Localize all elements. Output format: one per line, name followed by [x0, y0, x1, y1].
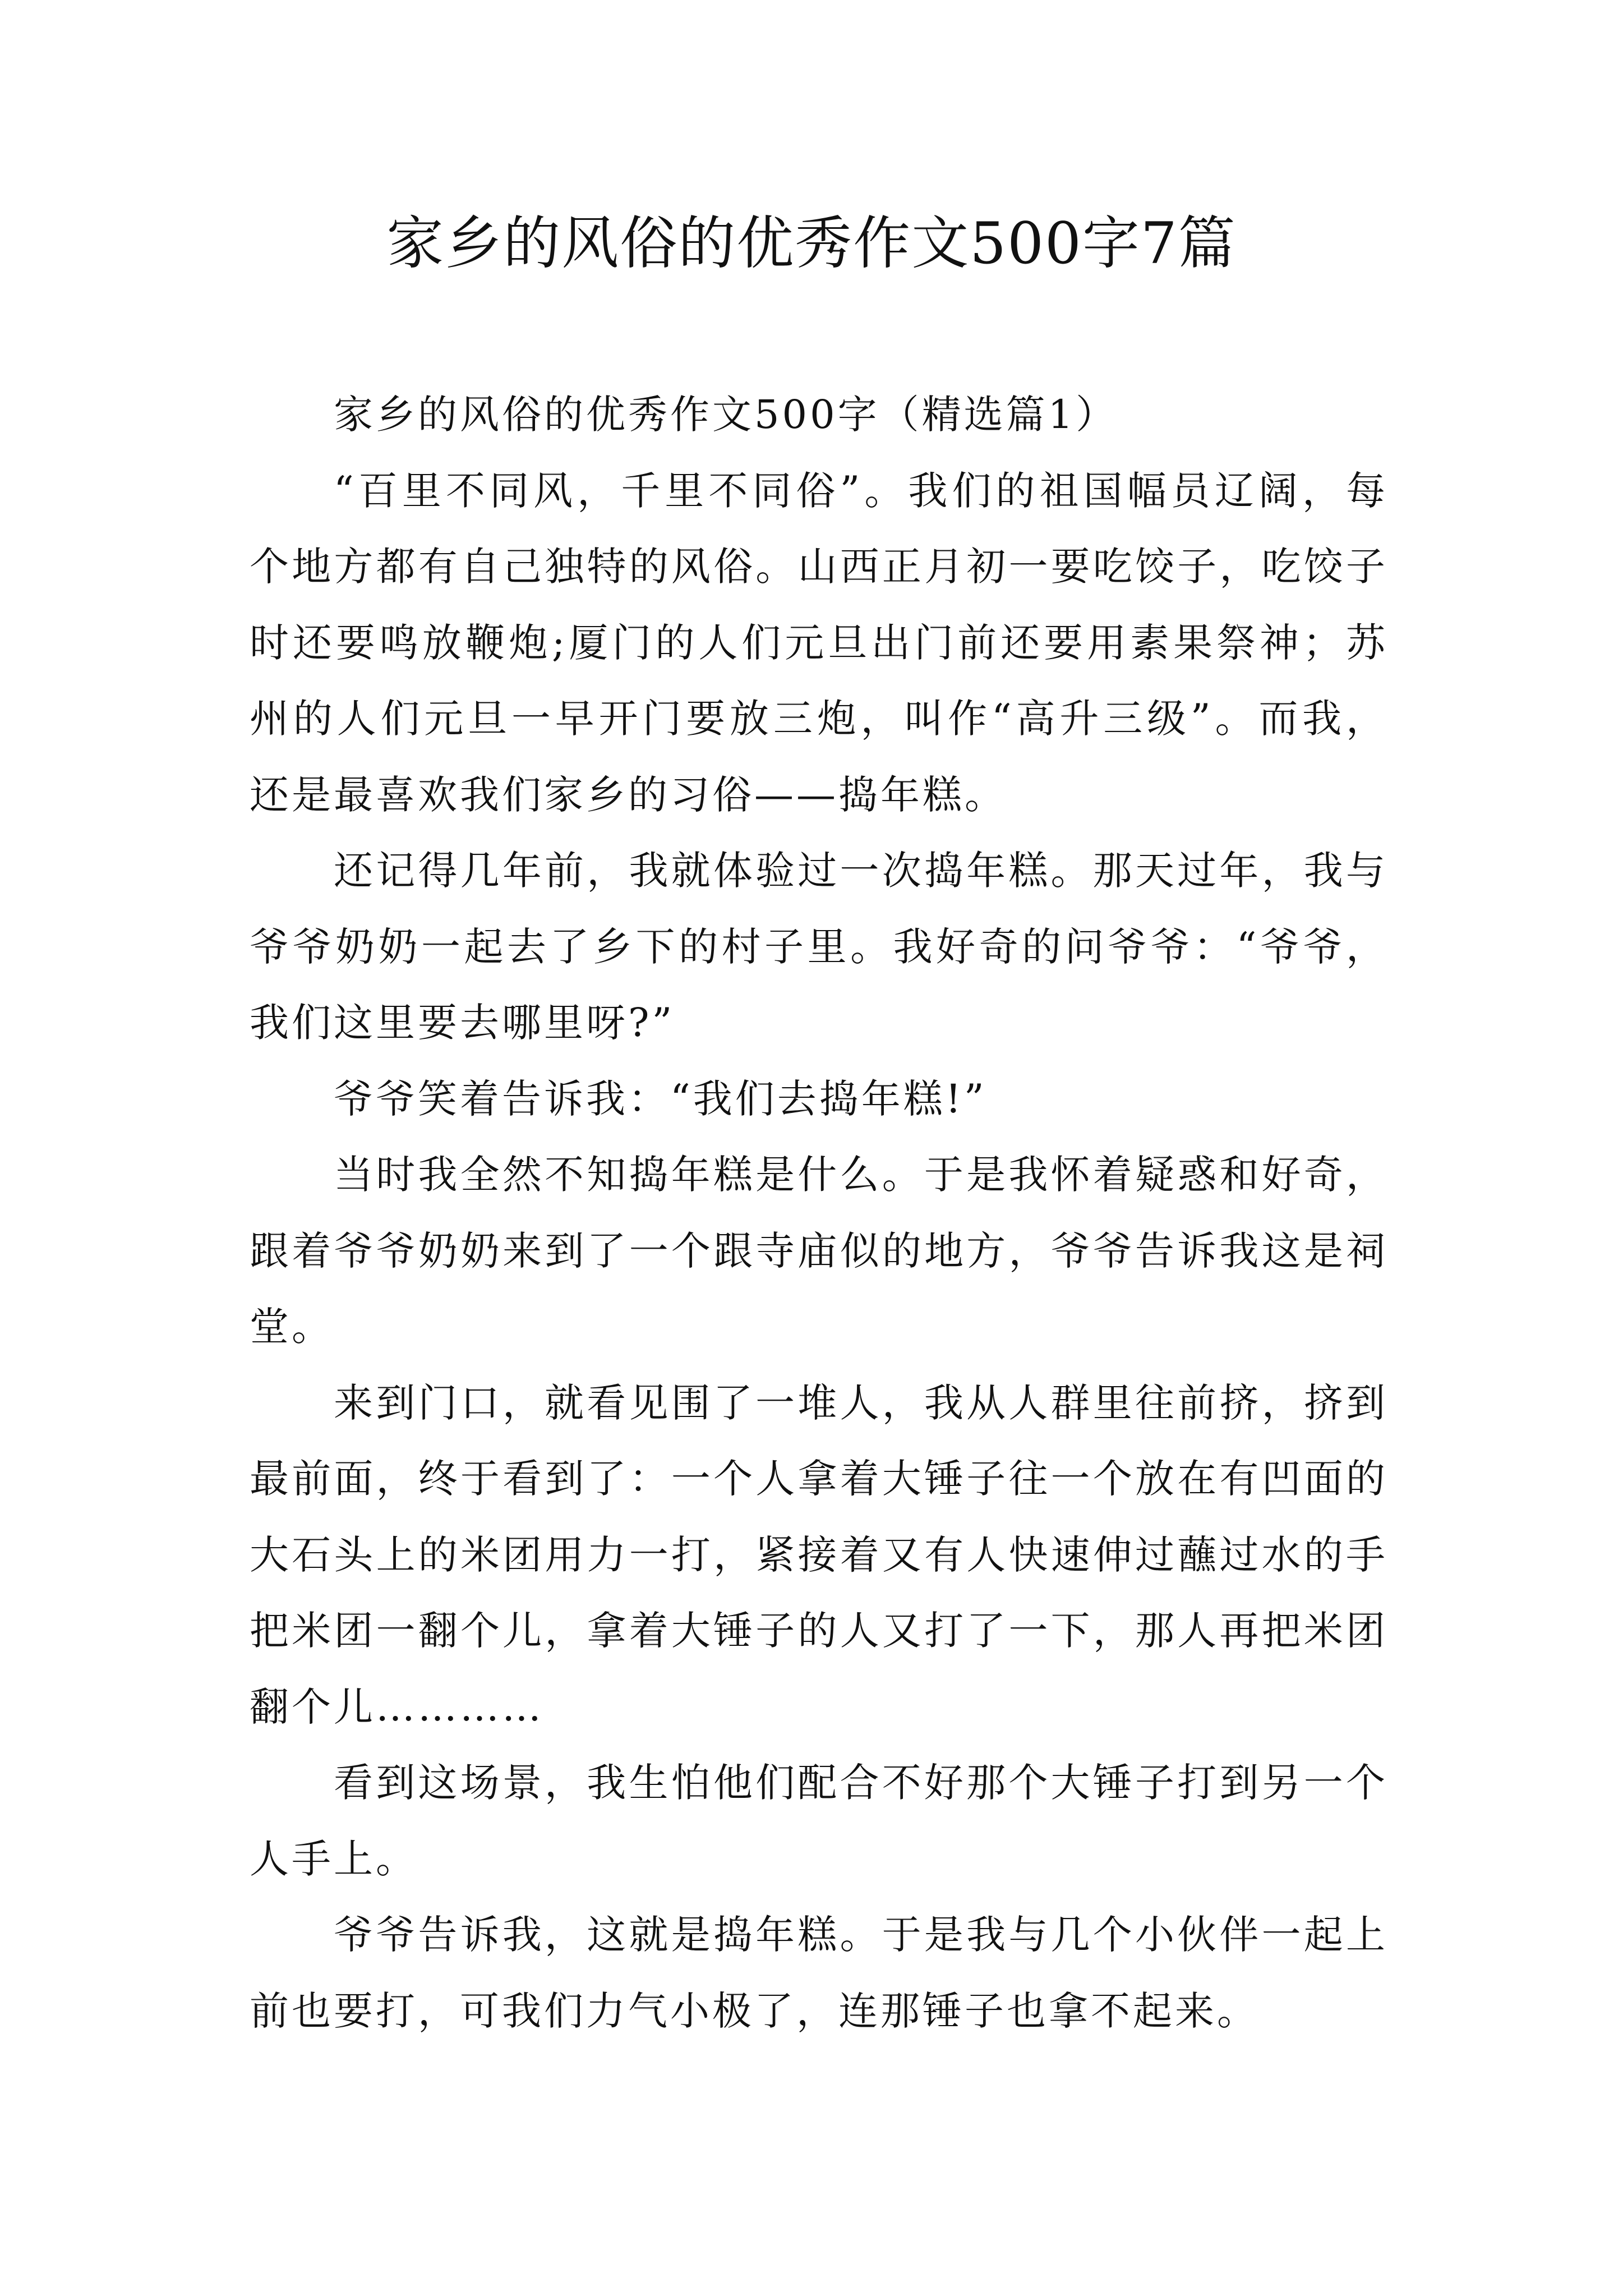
- paragraph: 当时我全然不知捣年糕是什么。于是我怀着疑惑和好奇，跟着爷爷奶奶来到了一个跟寺庙似的地方，爷爷告诉我这是祠堂。: [250, 1152, 1388, 1350]
- paragraph: 还记得几年前，我就体验过一次捣年糕。那天过年，我与爷爷奶奶一起去了乡下的村子里。我好奇的问爷爷：“爷爷，我们这里要去哪里呀?”: [250, 848, 1388, 1046]
- paragraph: 来到门口，就看见围了一堆人，我从人群里往前挤，挤到最前面，终于看到了：一个人拿着大锤子往一个放在有凹面的大石头上的米团用力一打，紧接着又有人快速伸过蘸过水的手把米团一翻个儿，拿着大锤子的人又打了一下，那人再把米团翻个儿…………: [250, 1379, 1388, 1730]
- section-heading: 家乡的风俗的优秀作文500字（精选篇1）: [334, 392, 1118, 438]
- paragraph: 爷爷告诉我，这就是捣年糕。于是我与几个小伙伴一起上前也要打，可我们力气小极了，连那锤子也拿不起来。: [250, 1912, 1388, 2034]
- document-title: 家乡的风俗的优秀作文500字7篇: [386, 210, 1237, 277]
- paragraph: 爷爷笑着告诉我：“我们去捣年糕!”: [334, 1075, 987, 1122]
- paragraph: “百里不同风，千里不同俗”。我们的祖国幅员辽阔，每个地方都有自己独特的风俗。山西正月初一要吃饺子，吃饺子时还要鸣放鞭炮;厦门的人们元旦出门前还要用素果祭神；苏州的人们元旦一早开门要放三炮，叫作“高升三级”。而我，还是最喜欢我们家乡的习俗——捣年糕。: [250, 467, 1388, 818]
- document-body: [250, 377, 1388, 2049]
- paragraph: 看到这场景，我生怕他们配合不好那个大锤子打到另一个人手上。: [250, 1760, 1388, 1882]
